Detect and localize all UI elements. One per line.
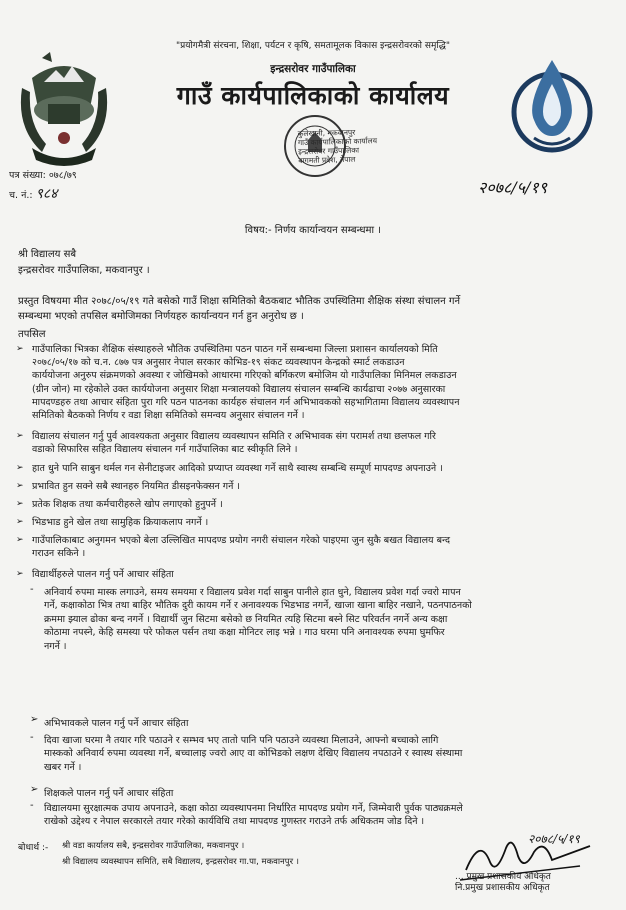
arrow-bullet-icon: ➢ [16,535,24,545]
dash-bullet-icon: ➢ [30,784,39,795]
list-item: ➢ गाउँपालिका भित्रका शैक्षिक संस्थाहरुले भौतिक उपस्थितिमा पठन पाठन गर्ने सम्बन्धमा जिल्ला प्रशासन कार्यालयको मिति २०७८/०५/१७ को च.न. ८७७ पत्र अनुसार नेपाल सरकार कोभिड-१९ संकट व्यवस्थापन केन्द्रको स्मार्ट लकडाउन कार्ययोजना अनुरुप संक्रमणको अवस्था र जोखिमको आधारमा गरिएको बर्गिकरण बमोजिम यो गाउँपालिका मिनिमल लकडाउन (ग्रीन जोन) मा रहेकोले उक्त कार्ययोजना अनुसार शिक्षा मन्त्रालयको विद्यालय संचालन सम्बन्धि कार्यढाचा २०७७ अनुसारका मापदण्डहरु तथा आचार संहिता पुरा गरि पठन पाठनका कार्यहरु संचालन गर्न अभिभावकको सहभागितामा विद्यालय व्यवस्थापन समितिको बैठकको निर्णय र वडा शिक्षा समितिको समन्वय अनुसार संचालन गर्ने । [16,344,460,422]
arrow-bullet-icon: ➢ [16,431,24,441]
dispatch-number-value: ९८४ [35,186,58,202]
office-stamp-text: कुलेखानी, मकवानपुर गाउँ कार्यपालिकाको कार्यालय इन्द्रसरोवर गाउँपालिका बागमती प्रदेश, नेपाल [297,127,378,166]
cc-line: श्री विद्यालय व्यवस्थापन समिति, सबै विद्यालय, इन्द्रसरोवर गा.पा, मकवानपुर । [62,857,299,867]
arrow-bullet-icon: ➢ [16,569,24,579]
arrow-bullet-icon: ➢ [16,499,24,509]
teacher-code-heading: शिक्षकले पालन गर्नु पर्ने आचार संहिता [44,788,174,799]
municipality-motto: "प्रयोगमैत्री संरचना, शिक्षा, पर्यटन र कृषि, समतामूलक विकास इन्द्रसरोवरको समृद्धि" [175,41,451,51]
reference-number: पत्र संख्या: ०७८/७९ [9,170,77,181]
parent-code-body: दिवा खाजा घरमा नै तयार गरि पठाउने र सम्भव भए तातो पानि पनि पठाउने व्यवस्था मिलाउने, आफ्नो बच्चाको लागि मास्कको अनिवार्य रुपमा व्यवस्था गर्ने, बच्चालाइ ज्वरो आए वा कोभिडको लक्षण देखिए विद्यालय नपठाउने र स्वास्थ संस्थामा खबर गर्ने । [44,735,463,773]
municipality-name: इन्द्रसरोवर गाउँपालिका [270,63,356,75]
tapsil-heading: तपसिल [18,329,46,340]
list-item: ➢ भिडभाड हुने खेल तथा सामुहिक क्रियाकलाप नगर्ने । [16,517,209,528]
intro-paragraph: प्रस्तुत विषयमा मीत २०७८/०५/१९ गते बसेको गाउँ शिक्षा समितिको बैठकबाट भौतिक उपस्थितिमा शैक्षिक संस्था संचालन गर्ने सम्बन्धमा भएको तपसिल बमोजिमका निर्णयहरु कार्यान्वयन गर्न हुन अनुरोध छ । [18,296,461,322]
list-item: ➢ प्रतेक शिक्षक तथा कर्मचारीहरुले खोप लगाएको हुनुपर्ने । [16,499,223,510]
student-code-body: अनिवार्य रुपमा मास्क लगाउने, समय समयमा र विद्यालय प्रवेश गर्दा साबुन पानीले हात धुने, विद्यालय प्रवेश गर्दा ज्वरो मापन गर्ने, कक्षाकोठा भित्र तथा बाहिर भौतिक दुरी कायम गर्ने र अनावश्यक भिडभाड नगर्ने, खाजा खाना बाहिर नखाने, पठनपाठनको क्रममा झ्याल ढोका बन्द नगर्ने । विद्यार्थी जुन सिटमा बसेको छ नियमित त्यहि सिटमा बस्ने सिट परिवर्तन नगर्ने अन्य कक्षा कोठामा नपस्ने, केहि समस्या परे फोकल पर्सन तथा कक्षा मोनिटर लाइ भन्ने । गाउ घरमा पनि अनावश्यक रुपमा घुमफिर नगर्ने । [44,587,472,652]
letter-date: २०७८/५/१९ [478,178,548,197]
teacher-code-body: विद्यालयमा सुरक्षात्मक उपाय अपनाउने, कक्षा कोठा व्यवस्थापनमा निर्धारित मापदण्ड प्रयोग गर्ने, जिम्मेवारी पुर्वक पाठ्यक्रमले राखेको उद्देश्य र नेपाल सरकारले तयार गरेको कार्यविधि तथा मापदण्ड गुणस्तर गराउने तर्फ अधिकतम जोड दिने । [44,803,463,828]
list-item: ➢ प्रभावित हुन सक्ने सबै स्थानहरु नियमित डीसइनफेक्सन गर्ने । [16,481,241,492]
dash-bullet-icon: - [30,584,34,595]
dash-bullet-icon: - [30,800,34,811]
office-title: गाउँ कार्यपालिकाको कार्यालय [176,81,450,110]
parent-code-heading: अभिभावकले पालन गर्नु पर्ने आचार संहिता [44,718,189,729]
subject-line: विषय:- निर्णय कार्यान्वयन सम्बन्धमा । [244,225,382,236]
arrow-bullet-icon: ➢ [16,481,24,491]
cc-label: बोधार्थ :- [18,843,49,853]
arrow-bullet-icon: ➢ [16,517,24,527]
list-item: ➢ हात धुने पानि साबुन थर्मल गन सेनीटाइजर आदिको प्रप्याप्त व्यवस्था गर्ने साथै स्वास्थ सम्बन्धि सम्पूर्ण मापदण्ड अपनाउने । [16,463,443,474]
recipient-line-1: श्री विद्यालय सबै [18,249,77,260]
dispatch-number: च. नं.: ९८४ [9,186,58,202]
dash-bullet-icon: - [30,732,34,743]
signature-date: २०७८/५/१९ [528,832,580,846]
recipient-line-2: इन्द्रसरोवर गाउँपालिका, मकवानपुर । [18,265,150,276]
list-item: ➢ विद्यालय संचालन गर्नु पुर्व आवश्यकता अनुसार विद्यालय व्यवस्थापन समिति र अभिभावक संग परामर्श तथा छलफल गरि वडाको सिफारिस सहित विद्यालय संचालन गर्न गाउँपालिका बाट स्वीकृति लिने । [16,431,436,456]
list-item: ➢ विद्यार्थीहरुले पालन गर्नु पर्ने आचार संहिता [16,569,174,580]
signer-title: ... प्रमुख प्रशासकीय अधिकृत नि.प्रमुख प्रशासकीय अधिकृत [455,872,551,893]
arrow-bullet-icon: ➢ [16,463,24,473]
cc-line: श्री वडा कार्यालय सबै, इन्द्रसरोवर गाउँपालिका, मकवानपुर । [62,841,245,851]
dash-bullet-icon: ➢ [30,714,39,725]
list-item: ➢ गाउँपालिकाबाट अनुगमन भएको बेला उल्लिखित मापदण्ड प्रयोग नगरी संचालन गरेको पाइएमा जुन सुकै बखत विद्यालय बन्द गराउन सकिने । [16,535,450,560]
arrow-bullet-icon: ➢ [16,344,24,354]
